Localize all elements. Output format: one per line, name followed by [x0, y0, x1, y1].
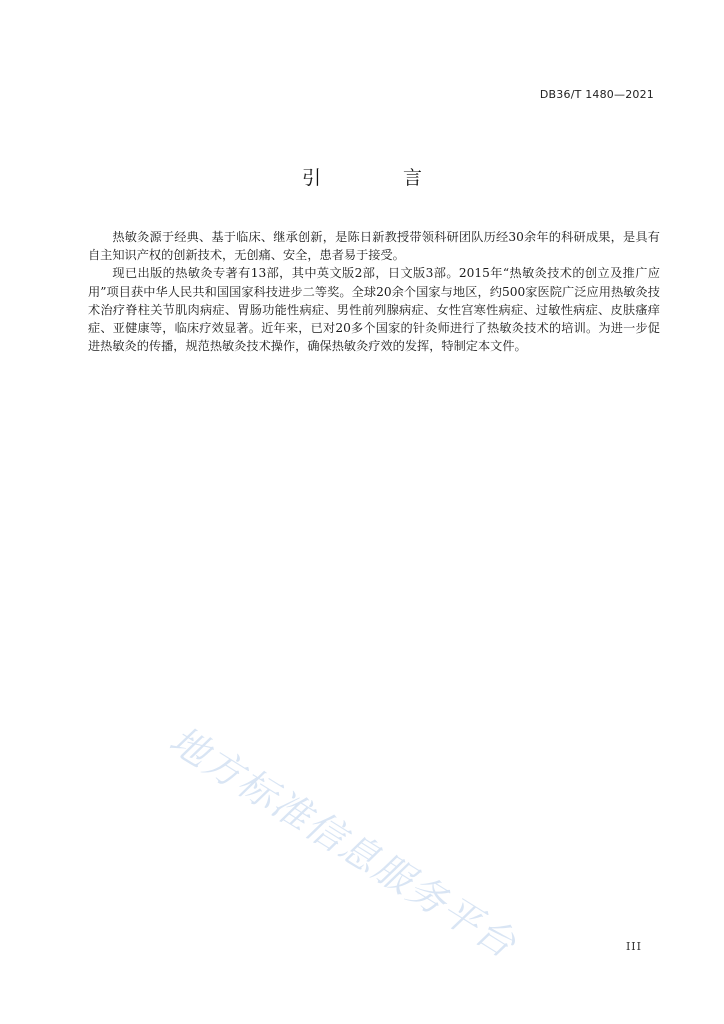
body-text: [88, 228, 660, 355]
page-title: 引 言: [301, 167, 461, 189]
page-number: III: [625, 940, 642, 953]
watermark: 地方标准信息服务平台: [161, 717, 525, 967]
paragraph-1: 热敏灸源于经典、基于临床、继承创新，是陈日新教授带领科研团队历经30余年的科研成果，是具有自主知识产权的创新技术，无创痛、安全，患者易于接受。: [88, 230, 660, 263]
document-code: DB36/T 1480—2021: [539, 88, 654, 101]
paragraph-2: 现已出版的热敏灸专著有13部，其中英文版2部，日文版3部。2015年“热敏灸技术的创立及推广应用”项目获中华人民共和国国家科技进步二等奖。全球20余个国家与地区，约500家医院广泛应用热敏灸技术治疗脊柱关节肌肉病症、胃肠功能性病症、男性前列腺病症、女性宫寒性病症、过敏性病症、皮肤瘙痒症、亚健康等，临床疗效显著。近年来，已对20多个国家的针灸师进行了热敏灸技术的培训。为进一步促进热敏灸的传播，规范热敏灸技术操作，确保热敏灸疗效的发挥，特制定本文件。: [88, 266, 660, 354]
